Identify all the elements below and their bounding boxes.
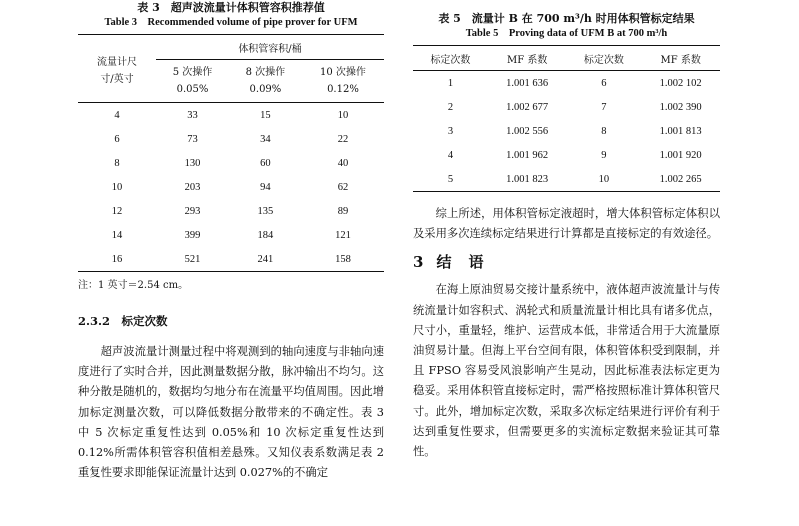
table5 [413,45,720,192]
table5-header-3: 标定次数 [583,54,624,66]
table5-caption-zh: 表 5 流量计 B 在 700 m³/h 时用体积管标定结果 [438,12,695,25]
table3-note: 注：1 英寸＝2.54 cm。 [78,280,189,291]
table-row: 1 1.001 636 6 1.002 102 [447,77,702,89]
table5-header-row [413,46,720,71]
table-row: 2 1.002 677 7 1.002 390 [447,101,702,113]
table3-header-group: 体积管容积/桶 [156,35,384,60]
table-row: 8 130 60 40 [114,157,349,169]
table-row: 16 521 241 158 [78,247,384,272]
table3-header-col-2: 8 次操作 0.09% [245,67,286,95]
table5-header-4: MF 系数 [660,54,701,66]
summary-paragraph: 综上所述，用体积管标定液超时，增大体积管标定体积以及采用多次连续标定结果进行计算都是直接标定的有效途径。 [413,207,720,241]
table-row: 12 293 135 89 [111,205,349,217]
section-number: 3 [413,253,425,272]
section-2-3-2-paragraph: 超声波流量计测量过程中将观测到的轴向速度与非轴向速度进行了实时合并，因此测量数据分散，脉冲输出不均匀。这种分散是随机的，数据均匀地分布在流量平均值周围。因此增加标定测量次数，可以降低数据分散带来的不确定性。表 3 中 5 次标定重复性达到 0.05%和 10 次标定重复性达到 0.12%所需体积管容积值相差悬殊。又知仪表系数满足表 2 重复性要求即能保证流量计达到 0.027%的不确定 [78,345,384,480]
table-row: 5 1.001 823 10 1.002 265 [413,167,720,192]
table3-caption-en: Table 3 Recommended volume of pipe prover for UFM [104,17,358,28]
conclusion-paragraph: 在海上原油贸易交接计量系统中，液体超声波流量计与传统流量计如容积式、涡轮式和质量流量计相比具有诸多优点，尺寸小，重量轻，维护、运营成本低，非常适合用于大流量原油贸易计量。但海上平台空间有限，体积管体积受到限制，并且 FPSO 容易受风浪影响产生晃动，因此标准表法标定更为稳妥。采用体积管直接标定时，需严格按照标准计算体积管尺寸。此外，增加标定次数，采取多次标定结果进行评价有利于达到重复性要求，但需要更多的实流标定数据来验证其可靠性。 [413,283,720,459]
section-heading-3 [413,251,720,272]
table-row: 14 399 184 121 [111,229,351,241]
table-row: 10 203 94 62 [111,181,349,193]
table3-header-size-label: 流量计尺寸/英寸 [97,56,137,85]
table3-header-col-3: 10 次操作 0.12% [320,67,366,95]
table3-header-col-1: 5 次操作 0.05% [172,67,213,95]
table3 [78,34,384,272]
table-row: 4 33 15 10 [114,109,349,121]
table5-header-2: MF 系数 [507,54,548,66]
table3-caption-zh: 表 3 超声波流量计体积管容积推荐值 [137,1,325,14]
section-title: 结 语 [436,253,485,272]
table5-header-1: 标定次数 [430,54,471,66]
table-row: 4 1.001 962 9 1.001 920 [447,149,702,161]
right-column [413,0,720,462]
section-heading-2-3-2: 2.3.2 标定次数 [78,314,168,328]
table-row: 3 1.002 556 8 1.001 813 [447,125,702,137]
table-row: 6 73 34 22 [114,133,349,145]
table5-caption-en: Table 5 Proving data of UFM B at 700 m³/h [465,28,668,39]
table3-header-size [78,35,156,103]
left-column [78,0,384,483]
